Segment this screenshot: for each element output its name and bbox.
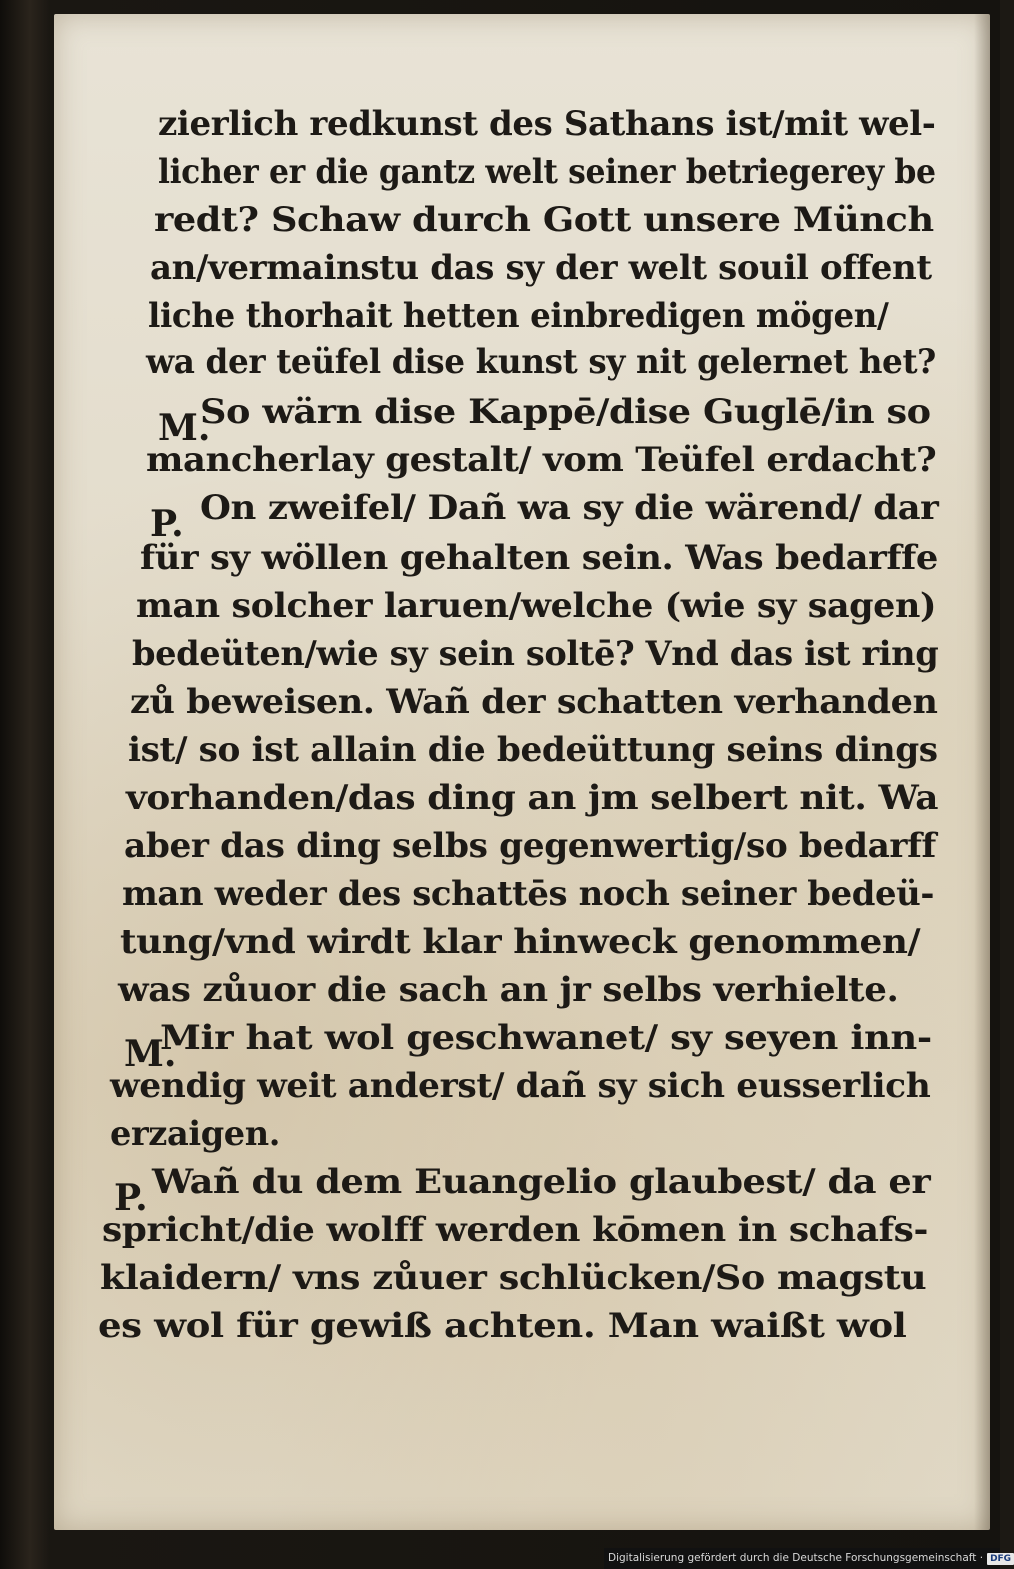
text-line: On zweifel/ Dañ wa sy die wärend/ dar — [200, 488, 939, 528]
page-text — [54, 14, 990, 1530]
text-line: man weder des schattēs noch seiner bedeü- — [122, 874, 935, 914]
text-line: wendig weit anderst/ dañ sy sich eusserlich — [110, 1066, 931, 1106]
text-line: spricht/die wolff werden kōmen in schafs- — [102, 1210, 928, 1250]
speaker-label: M. — [124, 1033, 177, 1075]
speaker-label: M. — [158, 407, 211, 449]
text-line: So wärn dise Kappē/dise Guglē/in so — [200, 392, 931, 432]
text-line: zů beweisen. Wañ der schatten verhanden — [130, 682, 938, 722]
text-line: Wañ du dem Euangelio glaubest/ da er — [152, 1162, 931, 1202]
speaker-label: P. — [114, 1177, 148, 1219]
text-line: tung/vnd wirdt klar hinweck genommen/ — [120, 922, 921, 962]
credit-text: Digitalisierung gefördert durch die Deutsche Forschungsgemeinschaft · — [608, 1552, 984, 1564]
text-line: aber das ding selbs gegenwertig/so bedarff — [124, 826, 936, 866]
digitization-credit — [604, 1548, 1012, 1569]
text-line: ist/ so ist allain die bedeüttung seins dings — [128, 730, 938, 770]
text-line: redt? Schaw durch Gott unsere Münch — [154, 200, 934, 240]
speaker-label: P. — [150, 503, 184, 545]
dfg-logo: DFG — [987, 1553, 1014, 1565]
text-line: mancherlay gestalt/ vom Teüfel erdacht? — [146, 440, 937, 480]
text-line: erzaigen. — [110, 1114, 281, 1154]
text-line: an/vermainstu das sy der welt souil offent — [150, 248, 932, 288]
text-line: vorhanden/das ding an jm selbert nit. Wa — [126, 778, 939, 818]
text-line: Mir hat wol geschwanet/ sy seyen inn- — [160, 1018, 932, 1058]
text-line: es wol für gewiß achten. Man waißt wol — [98, 1306, 907, 1346]
text-line: wa der teüfel dise kunst sy nit gelernet het? — [146, 342, 936, 382]
text-line: für sy wöllen gehalten sein. Was bedarffe — [140, 538, 938, 578]
text-line: was zůuor die sach an jr selbs verhielte. — [118, 970, 899, 1010]
text-line: klaidern/ vns zůuer schlücken/So magstu — [100, 1258, 927, 1298]
text-line: bedeüten/wie sy sein soltē? Vnd das ist ring — [132, 634, 939, 674]
text-line: zierlich redkunst des Sathans ist/mit wel- — [158, 104, 936, 144]
text-line: liche thorhait hetten einbredigen mögen/ — [148, 296, 889, 336]
book-page — [54, 14, 990, 1530]
text-line: man solcher laruen/welche (wie sy sagen) — [136, 586, 937, 626]
text-line: licher er die gantz welt seiner betriegerey be — [158, 152, 936, 192]
